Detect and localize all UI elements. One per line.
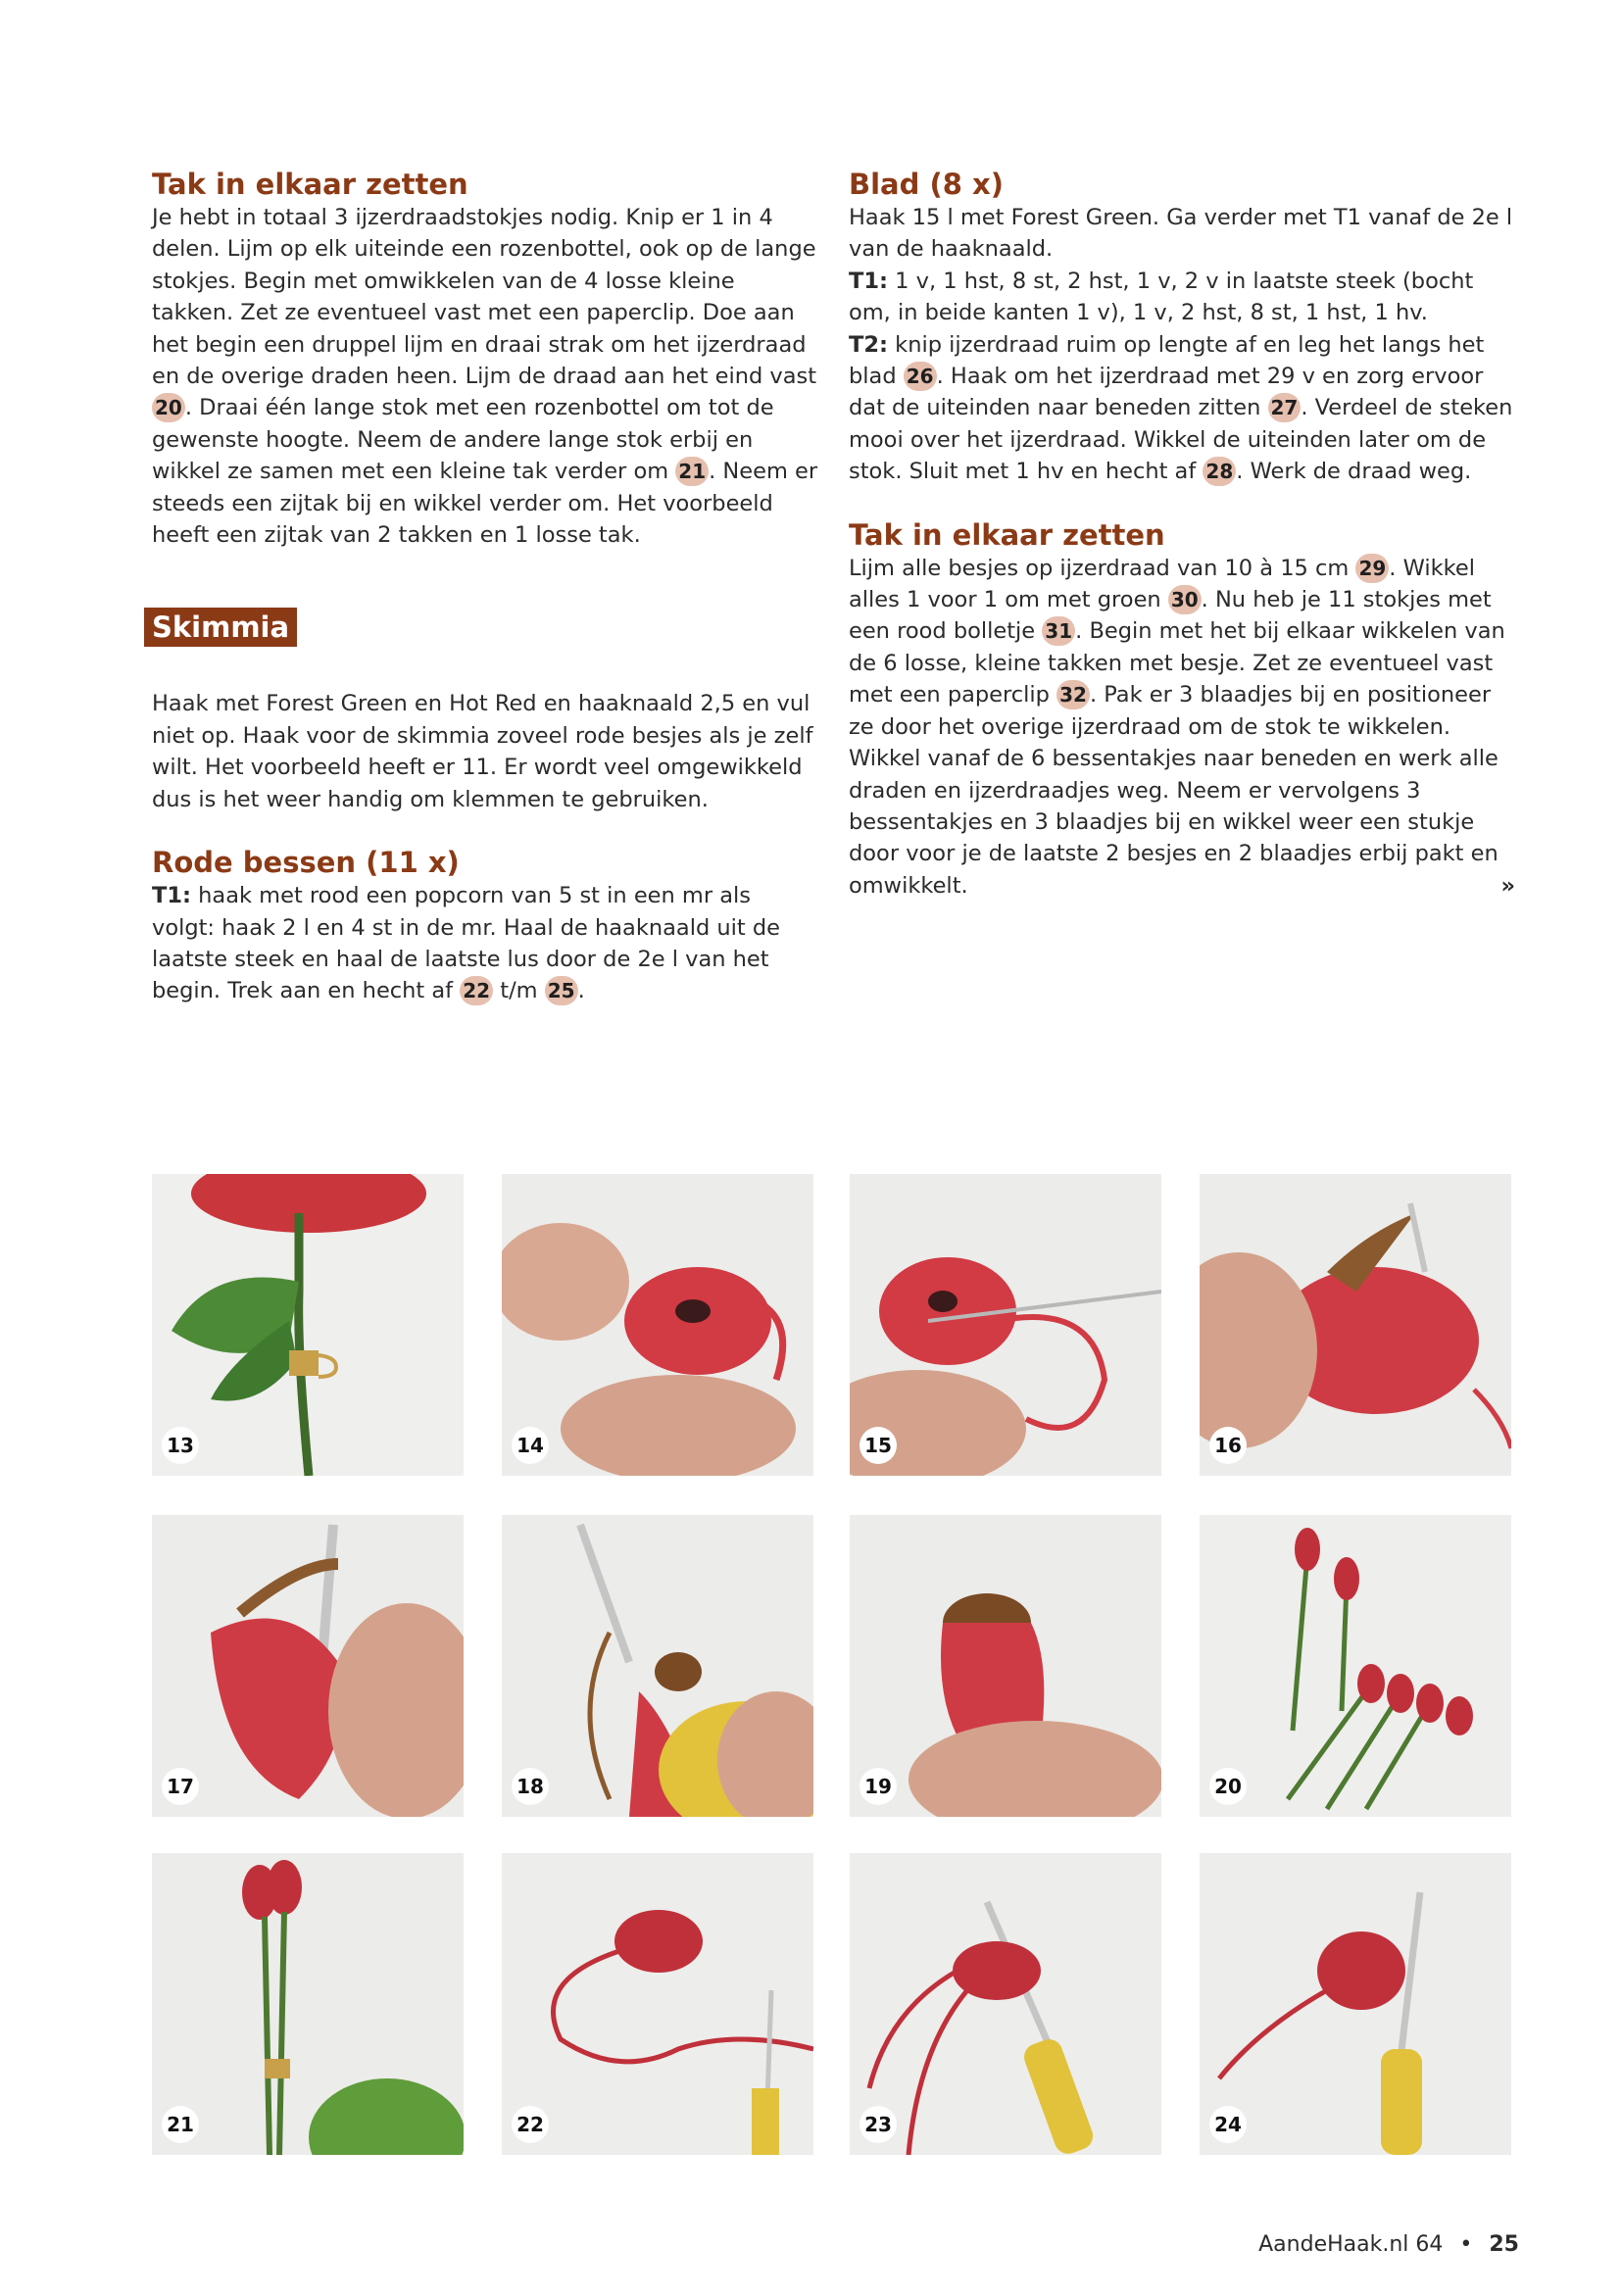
photo-13-illustration — [152, 1174, 464, 1476]
photo-step-14 — [502, 1174, 813, 1476]
step-number-badge: 22 — [512, 2106, 549, 2143]
section-heading-tak-left: Tak in elkaar zetten — [152, 168, 468, 201]
step-ref-26: 26 — [904, 362, 937, 391]
paragraph-blad-t2: T2: knip ijzerdraad ruim op lengte af en leg het langs het blad 26 . Haak om het ijzerdraad met 29 v en zorg ervoor dat de uiteinden naar beneden zitten 27 . Verdeel de steken mooi over het ijzerdraad. Wikkel de uiteinden later om de stok. Sluit met 1 hv en hecht af 28 . Werk de draad weg. — [849, 331, 1513, 485]
photo-step-19 — [850, 1515, 1161, 1817]
photo-16-illustration — [1200, 1174, 1511, 1476]
step-ref-29: 29 — [1355, 554, 1389, 583]
step-number-badge: 15 — [860, 1427, 897, 1464]
photo-step-15 — [850, 1174, 1161, 1476]
paragraph-blad-t1: T1: 1 v, 1 hst, 8 st, 2 hst, 1 v, 2 v in laatste steek (bocht om, in beide kanten 1 v), 1 v, 2 hst, 8 st, 1 hst, 1 hv. — [849, 268, 1474, 326]
photo-23-illustration — [850, 1853, 1161, 2155]
page-number: 25 — [1489, 2232, 1519, 2257]
photo-17-illustration — [152, 1515, 464, 1817]
photo-15-illustration — [850, 1174, 1161, 1476]
step-ref-21: 21 — [675, 457, 709, 486]
photo-21-illustration — [152, 1853, 464, 2155]
photo-14-illustration — [502, 1174, 813, 1476]
photo-step-23 — [850, 1853, 1161, 2155]
page-footer — [1258, 2232, 1519, 2257]
paragraph-tak-left: Je hebt in totaal 3 ijzerdraadstokjes nodig. Knip er 1 in 4 delen. Lijm op elk uiteinde een rozenbottel, ook op de lange stokjes. Begin met omwikkelen van de 4 losse kleine takken. Zet ze eventueel vast met een paperclip. Doe aan het begin een druppel lijm en draai strak om het ijzerdraad en de overige draden heen. Lijm de draad aan het eind vast 20 . Draai één lange stok met een rozenbottel om tot de gewenste hoogte. Neem de andere lange stok erbij en wikkel ze samen met een kleine tak verder om 21 . Neem er steeds een zijtak bij en wikkel verder om. Het voorbeeld heeft een zijtak van 2 takken en 1 losse tak. — [152, 205, 818, 549]
step-number-badge: 13 — [162, 1427, 199, 1464]
footer-separator: • — [1459, 2232, 1473, 2257]
step-number-badge: 16 — [1209, 1427, 1247, 1464]
photo-step-22 — [502, 1853, 813, 2155]
photo-step-13 — [152, 1174, 464, 1476]
step-ref-22: 22 — [460, 976, 493, 1005]
step-ref-25: 25 — [545, 976, 578, 1005]
paragraph-tak-right: Lijm alle besjes op ijzerdraad van 10 à 15 cm 29 . Wikkel alles 1 voor 1 om met groen 30 . Nu heb je 11 stokjes met een rood bolletje 31 . Begin met het bij elkaar wikkelen van de 6 losse, kleine takken met besje. Zet ze eventueel vast met een paperclip 32 . Pak er 3 blaadjes bij en positioneer ze door het overige ijzerdraad om de stok te wikkelen. Wikkel vanaf de 6 bessentakjes naar beneden en werk alle draden en ijzerdraadjes weg. Neem er vervolgens 3 bessentakjes en 3 blaadjes bij en wikkel weer een stukje door voor je de laatste 2 besjes en 2 blaadjes erbij pakt en omwikkelt. » — [849, 553, 1515, 902]
section-banner-skimmia: Skimmia — [144, 608, 297, 647]
step-ref-31: 31 — [1042, 616, 1075, 646]
photo-step-21 — [152, 1853, 464, 2155]
step-ref-27: 27 — [1268, 393, 1302, 422]
section-heading-tak-right: Tak in elkaar zetten — [849, 517, 1165, 552]
paragraph-blad-intro: Haak 15 l met Forest Green. Ga verder met T1 vanaf de 2e l van de haaknaald. — [849, 205, 1513, 263]
step-number-badge: 21 — [162, 2106, 199, 2143]
photo-step-16 — [1200, 1174, 1511, 1476]
step-ref-32: 32 — [1056, 680, 1090, 709]
section-heading-rode-bessen: Rode bessen (11 x) — [152, 846, 460, 880]
photo-22-illustration — [502, 1853, 813, 2155]
photo-step-18 — [502, 1515, 813, 1817]
photo-24-illustration — [1200, 1853, 1511, 2155]
step-number-badge: 17 — [162, 1768, 199, 1805]
step-number-badge: 23 — [860, 2106, 897, 2143]
step-number-badge: 18 — [512, 1768, 549, 1805]
step-number-badge: 20 — [1209, 1768, 1247, 1805]
step-number-badge: 19 — [860, 1768, 897, 1805]
step-ref-30: 30 — [1168, 585, 1202, 614]
photo-step-20 — [1200, 1515, 1511, 1817]
step-ref-20: 20 — [152, 393, 185, 422]
continue-arrow-icon: » — [1500, 872, 1515, 899]
photo-step-17 — [152, 1515, 464, 1817]
right-column — [849, 167, 1515, 902]
footer-site: AandeHaak.nl 64 — [1258, 2232, 1444, 2257]
left-column — [152, 167, 818, 1007]
step-number-badge: 24 — [1209, 2106, 1247, 2143]
step-number-badge: 14 — [512, 1427, 549, 1464]
photo-18-illustration — [502, 1515, 813, 1817]
section-heading-blad: Blad (8 x) — [849, 168, 1004, 201]
step-ref-28: 28 — [1203, 457, 1236, 486]
paragraph-skimmia: Haak met Forest Green en Hot Red en haaknaald 2,5 en vul niet op. Haak voor de skimmia zoveel rode besjes als je zelf wilt. Het voorbeeld heeft er 11. Er wordt veel omgewikkeld dus is het weer handig om klemmen te gebruiken. — [152, 691, 813, 812]
paragraph-rode-bessen: T1: haak met rood een popcorn van 5 st in een mr als volgt: haak 2 l en 4 st in de mr. Haal de haaknaald uit de laatste steek en haal de laatste lus door de 2e l van het begin. Trek aan en hecht af 22 t/m 25 . — [152, 883, 780, 1004]
photo-19-illustration — [850, 1515, 1161, 1817]
photo-20-illustration — [1200, 1515, 1511, 1817]
photo-step-24 — [1200, 1853, 1511, 2155]
